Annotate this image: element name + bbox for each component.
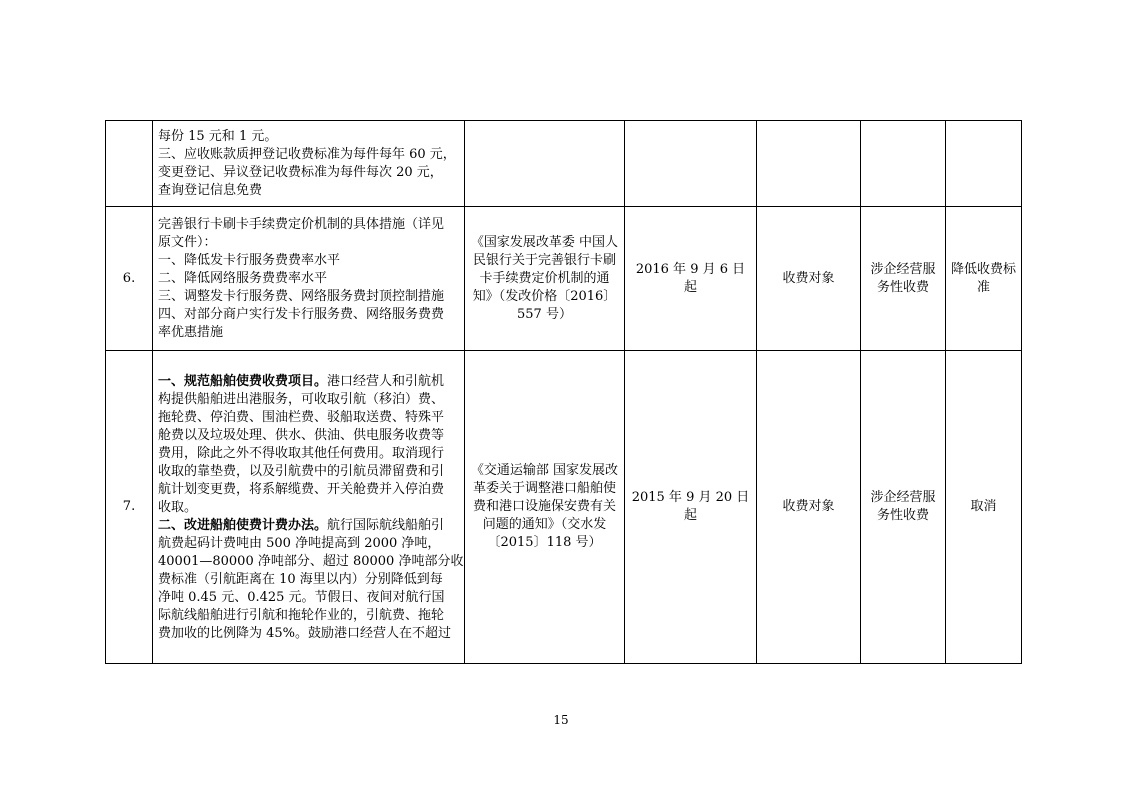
effective-date: 2015 年 9 月 20 日起: [625, 351, 757, 664]
policy-basis: [465, 121, 625, 207]
policy-basis: 《交通运输部 国家发展改革委关于调整港口船舶使费和港口设施保安费有关问题的通知》（交水发〔2015〕118 号）: [465, 351, 625, 664]
content-line: 航计划变更费，将系解缆费、开关舱费并入停泊费: [158, 481, 445, 497]
table-row: [106, 351, 1022, 664]
item-content: [153, 121, 465, 207]
content-line: 三、调整发卡行服务费、网络服务费封顶控制措施: [158, 289, 445, 304]
content-line: 费用，除此之外不得收取其他任何费用。取消现行: [158, 445, 445, 461]
fee-nature: 涉企经营服务性收费: [861, 351, 946, 664]
content-line: 费加收的比例降为 45%。鼓励港口经营人在不超过: [158, 625, 452, 641]
content-line: 构提供船舶进出港服务，可收取引航（移泊）费、: [158, 391, 445, 407]
content-line: 一、降低发卡行服务费费率水平: [158, 253, 341, 268]
fee-target: 收费对象: [757, 207, 861, 351]
content-line: 原文件）：: [158, 235, 217, 250]
content-line: 二、降低网络服务费费率水平: [158, 271, 328, 286]
fee-target: 收费对象: [757, 351, 861, 664]
table-row: [106, 121, 1022, 207]
content-line: 净吨 0.45 元、0.425 元。节假日、夜间对航行国: [158, 589, 445, 605]
section-heading: 一、规范船舶使费收费项目。: [158, 373, 328, 389]
content-line: 拖轮费、停泊费、围油栏费、驳船取送费、特殊平: [158, 409, 445, 425]
content-line: 航费起码计费吨由 500 净吨提高到 2000 净吨，: [158, 535, 441, 551]
row-number: 7.: [106, 351, 153, 664]
fee-target: [757, 121, 861, 207]
content-line: 四、对部分商户实行发卡行服务费、网络服务费费: [158, 307, 445, 322]
effective-date: 2016 年 9 月 6 日起: [625, 207, 757, 351]
content-line: 完善银行卡刷卡手续费定价机制的具体措施（详见: [158, 217, 445, 232]
content-line: 二、改进船舶使费计费办法。航行国际航线船舶引: [158, 517, 445, 533]
content-line: 40001—80000 净吨部分、超过 80000 净吨部分收: [158, 553, 464, 569]
fee-action: [946, 121, 1022, 207]
content-line: 查询登记信息免费: [158, 182, 263, 198]
page-number: 15: [553, 713, 569, 727]
content-line: 一、规范船舶使费收费项目。港口经营人和引航机: [158, 373, 445, 389]
content-line: 变更登记、异议登记收费标准为每件每次 20 元，: [158, 164, 443, 180]
content-line: 收取的靠垫费，以及引航费中的引航员滞留费和引: [158, 463, 445, 479]
row-number: 6.: [106, 207, 153, 351]
content-line: 费标准（引航距离在 10 海里以内）分别降低到每: [158, 571, 443, 587]
fee-nature: [861, 121, 946, 207]
row-number: [106, 121, 153, 207]
content-line: 三、应收账款质押登记收费标准为每件每年 60 元，: [158, 146, 456, 162]
fee-nature: 涉企经营服务性收费: [861, 207, 946, 351]
effective-date: [625, 121, 757, 207]
policy-basis: 《国家发展改革委 中国人民银行关于完善银行卡刷卡手续费定价机制的通知》（发改价格〔2016〕557 号）: [465, 207, 625, 351]
fee-action: 降低收费标准: [946, 207, 1022, 351]
content-line: 收取。: [158, 499, 198, 515]
content-line: 每份 15 元和 1 元。: [158, 128, 278, 144]
content-line: 际航线船舶进行引航和拖轮作业的，引航费、拖轮: [158, 607, 445, 623]
table-row: [106, 207, 1022, 351]
fee-table: [105, 120, 1022, 664]
item-content: [153, 207, 465, 351]
fee-action: 取消: [946, 351, 1022, 664]
content-line: 率优惠措施: [158, 325, 224, 340]
item-content: [153, 351, 465, 664]
content-line: 舱费以及垃圾处理、供水、供油、供电服务收费等: [158, 427, 445, 443]
section-heading: 二、改进船舶使费计费办法。: [158, 517, 328, 533]
